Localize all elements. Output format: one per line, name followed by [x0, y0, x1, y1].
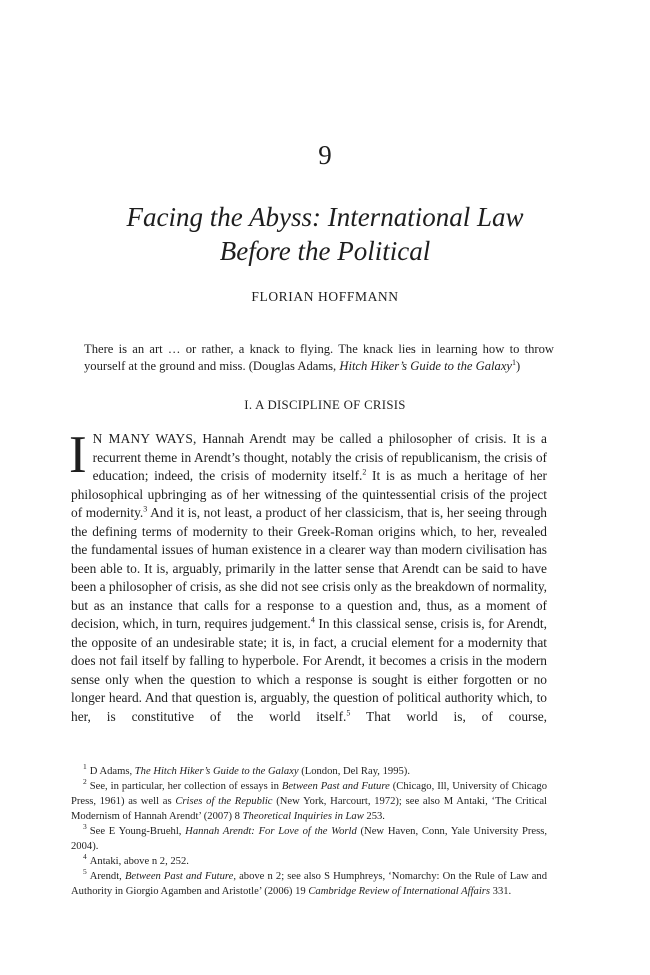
body-paragraph [69, 426, 547, 726]
body-segment: It is as much a heritage of her philosophical upbringing as of her witnessing of the quintessential crisis of the project of modernity. [71, 468, 547, 520]
epigraph-close: ) [516, 359, 521, 373]
chapter-title-line-1: Facing the Abyss: International Law [126, 202, 524, 232]
footnote-ref: 4 [310, 615, 315, 625]
footnote: $^3$ See E Young-Bruehl, Hannah Arendt: For Love of the World (New Haven, Conn, Yale University Press, 2004). [71, 822, 548, 852]
drop-cap: I [69, 426, 87, 484]
chapter-number: 9 [318, 140, 332, 170]
body-segment: In this classical sense, crisis is, for Arendt, the opposite of an undesirable state; it is, in fact, a crucial element for a modernity that does not fail itself by falling to hyperbole. For Arendt, it becomes a crisis in the modern sense only when the question to which a response is sought is either forgotten or no longer heard. And that question is, arguably, the question of political authority which, to her, is constitutive of the world itself. [71, 616, 547, 724]
body-segment: Hannah Arendt may be called a philosopher of crisis. It is a recurrent theme in Arendt’s thought, notably the crisis of republicanism, the crisis of education; indeed, the crisis of modernity itself. [92, 431, 547, 483]
chapter-title [0, 200, 650, 268]
footnote-ref: 3 [143, 504, 148, 514]
body-segment: That world is, of course, [350, 708, 547, 724]
section-heading: I. A DISCIPLINE OF CRISIS [244, 398, 406, 412]
footnote-number: 2 [83, 777, 87, 787]
footnote: $^4$ Antaki, above n 2, 252. [83, 852, 189, 867]
epigraph [84, 341, 554, 375]
footnote: $^2$ See, in particular, her collection of essays in Between Past and Future (Chicago, Ill, University of Chicago Press, 1961) as well as Crises of the Republic (New York, Harcourt, 1972); see also M Antaki, ‘The Critical Modernism of Hannah Arendt’ (2007) 8 Theoretical Inquiries in Law 253. [71, 777, 547, 822]
footnote-number: 5 [83, 867, 87, 877]
footnote: $^1$ D Adams, The Hitch Hiker’s Guide to the Galaxy (London, Del Ray, 1995). [83, 762, 410, 777]
lead-in: N MANY WAYS, [92, 431, 197, 446]
author-name: FLORIAN HOFFMANN [251, 289, 399, 304]
chapter-title-line-2: Before the Political [219, 236, 431, 266]
footnote-ref: 5 [346, 708, 351, 718]
footnotes [71, 764, 547, 899]
epigraph-text: There is an art … or rather, a knack to flying. The knack lies in learning how to throw yourself at the ground and miss. (Douglas Adams, [84, 342, 554, 373]
footnote-ref: 2 [362, 467, 367, 477]
footnote-number: 4 [83, 852, 87, 862]
footnote-number: 3 [83, 822, 87, 832]
epigraph-note-ref: 1 [512, 357, 517, 367]
footnote-number: 1 [83, 762, 87, 772]
epigraph-work-title: Hitch Hiker’s Guide to the Galaxy [339, 359, 513, 373]
body-segment: And it is, not least, a product of her classicism, that is, her seeing through the defining terms of modernity to their Greek-Roman origins which, to her, revealed the fundamental issues of human existence in a clearer way than modern civilisation has been able to. It is, arguably, primarily in the latter sense that Arendt can be said to have been a philosopher of crisis, as she did not see crisis only as the breakdown of normality, but as an instance that calls for a response to a question and, thus, as a moment of decision, which, in turn, requires judgement. [71, 505, 547, 631]
footnote: $^5$ Arendt, Between Past and Future, above n 2; see also S Humphreys, ‘Nomarchy: On the Rule of Law and Authority in Giorgio Agamben and Aristotle’ (2006) 19 Cambridge Review of International Affairs 331. [71, 867, 547, 897]
